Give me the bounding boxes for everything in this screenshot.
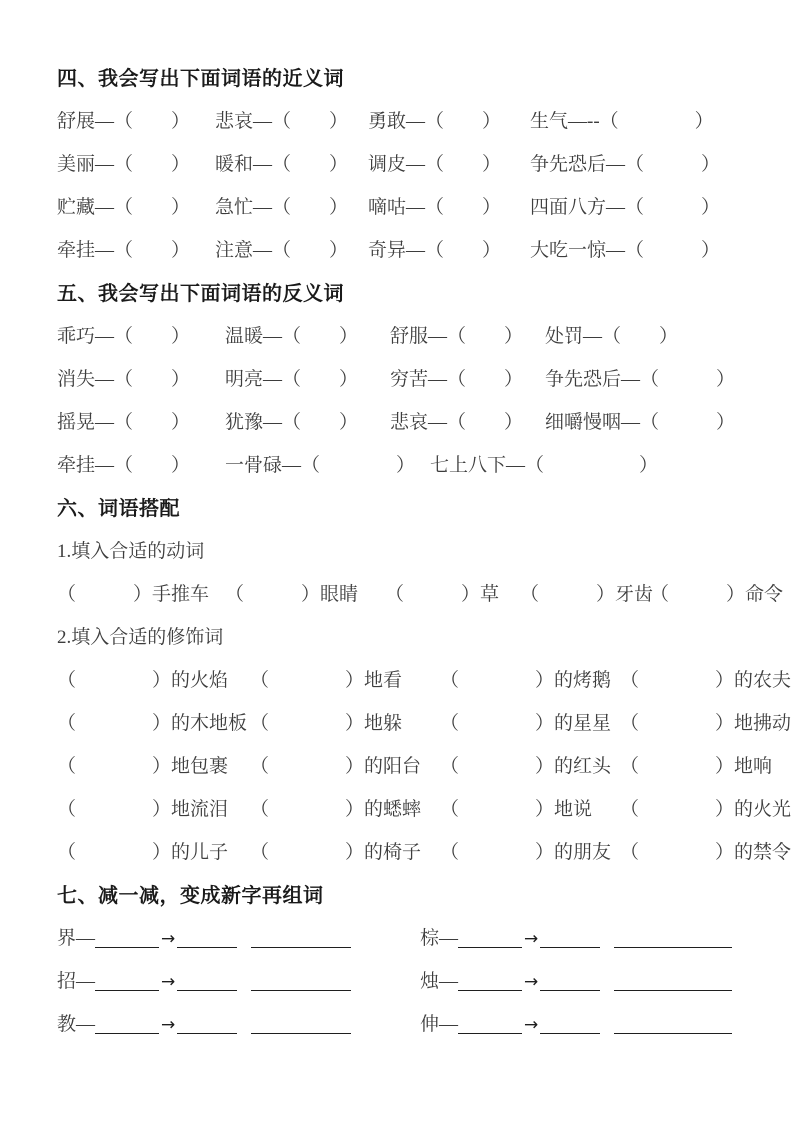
synonym-fill-item: 急忙—（ ） (215, 197, 349, 218)
synonym-row (57, 227, 763, 270)
antonym-fill-item: 消失—（ ） (57, 369, 191, 390)
synonym-fill-item: 注意—（ ） (215, 240, 349, 261)
answer-blank-line (458, 945, 522, 948)
verb-fill-item: （ ）牙齿 (520, 584, 654, 605)
answer-blank-line (458, 1031, 522, 1034)
arrow-icon: → (524, 1015, 539, 1035)
antonym-fill-item: 争先恐后—（ ） (545, 369, 736, 390)
modifier-fill-row (57, 829, 792, 872)
synonym-fill-item: 大吃一惊—（ ） (530, 240, 721, 261)
answer-blank-line (95, 1031, 159, 1034)
answer-blank-line (177, 988, 237, 991)
antonym-fill-item: 细嚼慢咽—（ ） (545, 412, 736, 433)
modifier-fill-item: （ ）的红头 (440, 756, 612, 777)
antonym-row (57, 313, 763, 356)
modifier-fill-item: （ ）地流泪 (57, 799, 229, 820)
subtract-item (420, 923, 763, 950)
subtract-row (57, 915, 763, 958)
synonym-fill-item: 悲哀—（ ） (215, 111, 349, 132)
antonym-fill-item: 一骨碌—（ ） (225, 455, 416, 476)
answer-blank-line (95, 988, 159, 991)
antonym-fill-item: 乖巧—（ ） (57, 326, 191, 347)
arrow-icon: → (161, 1015, 176, 1035)
source-character: 烛— (420, 971, 459, 992)
modifier-fill-item: （ ）的椅子 (250, 842, 422, 863)
answer-blank-line (614, 1031, 732, 1034)
source-character: 棕— (420, 928, 459, 949)
section6-title: 六、词语搭配 (57, 498, 180, 520)
subtract-item (57, 1009, 420, 1036)
subtract-item (57, 966, 420, 993)
modifier-fill-item: （ ）的星星 (440, 713, 612, 734)
verb-fill-item: （ ）手推车 (57, 584, 210, 605)
section5-title: 五、我会写出下面词语的反义词 (57, 283, 344, 305)
modifier-fill-item: （ ）地躲 (250, 713, 403, 734)
source-character: 招— (57, 971, 96, 992)
answer-blank-line (540, 988, 600, 991)
synonym-fill-item: 牵挂—（ ） (57, 240, 191, 261)
antonym-fill-item: 摇晃—（ ） (57, 412, 191, 433)
synonym-fill-item: 奇异—（ ） (368, 240, 502, 261)
modifier-fill-item: （ ）地包裹 (57, 756, 229, 777)
subtract-item (57, 923, 420, 950)
synonym-fill-item: 调皮—（ ） (368, 154, 502, 175)
subtract-item (420, 966, 763, 993)
antonym-fill-item: 穷苦—（ ） (390, 369, 524, 390)
modifier-fill-item: （ ）的农夫 (620, 670, 792, 691)
antonym-fill-item: 处罚—（ ） (545, 326, 679, 347)
answer-blank-line (614, 988, 732, 991)
synonym-fill-item: 舒展—（ ） (57, 111, 191, 132)
synonym-fill-item: 贮藏—（ ） (57, 197, 191, 218)
antonym-row (57, 356, 763, 399)
modifier-fill-item: （ ）地响 (620, 756, 773, 777)
subtract-row (57, 958, 763, 1001)
answer-blank-line (251, 988, 351, 991)
antonym-fill-item: 温暖—（ ） (225, 326, 359, 347)
synonym-row (57, 98, 763, 141)
synonym-fill-item: 生气—--（ ） (530, 111, 714, 132)
synonym-fill-item: 争先恐后—（ ） (530, 154, 721, 175)
verb-fill-item: （ ）眼睛 (225, 584, 359, 605)
antonym-fill-item: 牵挂—（ ） (57, 455, 191, 476)
modifier-fill-item: （ ）地拂动 (620, 713, 792, 734)
synonym-fill-item: 嘀咕—（ ） (368, 197, 502, 218)
arrow-icon: → (524, 929, 539, 949)
modifier-fill-row (57, 743, 773, 786)
source-character: 界— (57, 928, 96, 949)
section6-sub2-label: 2.填入合适的修饰词 (57, 627, 224, 648)
verb-fill-item: （ ）命令 (650, 584, 784, 605)
synonym-fill-item: 暖和—（ ） (215, 154, 349, 175)
answer-blank-line (540, 945, 600, 948)
synonym-fill-item: 美丽—（ ） (57, 154, 191, 175)
answer-blank-line (95, 945, 159, 948)
antonym-fill-item: 舒服—（ ） (390, 326, 524, 347)
modifier-fill-row (57, 657, 792, 700)
source-character: 教— (57, 1014, 96, 1035)
answer-blank-line (458, 988, 522, 991)
modifier-fill-row (57, 700, 792, 743)
modifier-fill-item: （ ）的烤鹅 (440, 670, 612, 691)
subtract-item (420, 1009, 763, 1036)
modifier-fill-item: （ ）地说 (440, 799, 593, 820)
antonym-fill-item: 明亮—（ ） (225, 369, 359, 390)
antonym-fill-item: 悲哀—（ ） (390, 412, 524, 433)
subtract-row (57, 1001, 763, 1044)
modifier-fill-item: （ ）的蟋蟀 (250, 799, 422, 820)
antonym-fill-item: 犹豫—（ ） (225, 412, 359, 433)
answer-blank-line (540, 1031, 600, 1034)
verb-fill-item: （ ）草 (385, 584, 500, 605)
modifier-fill-item: （ ）的木地板 (57, 713, 248, 734)
answer-blank-line (251, 1031, 351, 1034)
modifier-fill-item: （ ）地看 (250, 670, 403, 691)
antonym-fill-item: 七上八下—（ ） (430, 455, 659, 476)
modifier-fill-item: （ ）的阳台 (250, 756, 422, 777)
section6-sub1-label: 1.填入合适的动词 (57, 541, 205, 562)
modifier-fill-item: （ ）的火光 (620, 799, 792, 820)
synonym-row (57, 184, 763, 227)
antonym-row (57, 442, 763, 485)
modifier-fill-item: （ ）的儿子 (57, 842, 229, 863)
source-character: 伸— (420, 1014, 459, 1035)
section4-title: 四、我会写出下面词语的近义词 (57, 68, 344, 90)
synonym-fill-item: 勇敢—（ ） (368, 111, 502, 132)
answer-blank-line (614, 945, 732, 948)
verb-fill-row (57, 571, 784, 614)
modifier-fill-item: （ ）的禁令 (620, 842, 792, 863)
synonym-row (57, 141, 763, 184)
answer-blank-line (251, 945, 351, 948)
section7-title: 七、减一减，变成新字再组词 (57, 885, 324, 907)
arrow-icon: → (524, 972, 539, 992)
modifier-fill-item: （ ）的朋友 (440, 842, 612, 863)
arrow-icon: → (161, 929, 176, 949)
antonym-row (57, 399, 763, 442)
answer-blank-line (177, 945, 237, 948)
modifier-fill-row (57, 786, 792, 829)
modifier-fill-item: （ ）的火焰 (57, 670, 229, 691)
synonym-fill-item: 四面八方—（ ） (530, 197, 721, 218)
answer-blank-line (177, 1031, 237, 1034)
arrow-icon: → (161, 972, 176, 992)
